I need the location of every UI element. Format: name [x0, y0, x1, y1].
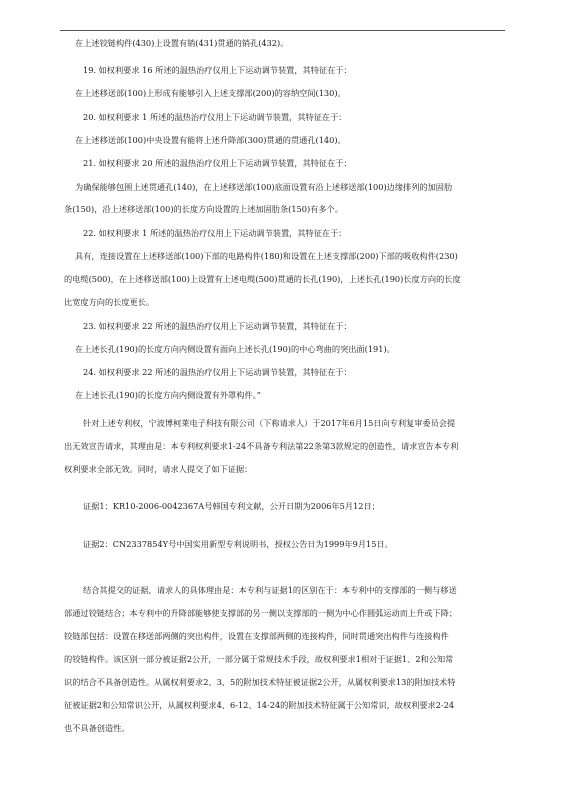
reasoning-line-5: 识的结合不具备创造性。从属权利要求2、3、5的附加技术特征被证据2公开，从属权利要求13的附加技术特	[64, 677, 456, 687]
claim-18-text-line: 在上述铰链构件(430)上设置有销(431)贯通的销孔(432)。	[75, 38, 289, 48]
request-paragraph-line-1: 针对上述专利权，宁波博柯莱电子科技有限公司（下称请求人）于2017年6月15日向专利复审委员会提	[83, 418, 456, 428]
claim-21-text-line-1: 为确保能够包围上述贯通孔(140)，在上述移送部(100)底面设置有沿上述移送部(100)边缘排列的加固肋	[75, 182, 453, 192]
header-rule	[60, 30, 505, 31]
claim-24-heading: 24. 如权利要求 22 所述的温热治疗仪用上下运动调节装置，其特征在于：	[83, 367, 352, 377]
claim-20-heading: 20. 如权利要求 1 所述的温热治疗仪用上下运动调节装置，其特征在于：	[83, 112, 347, 122]
reasoning-line-1: 结合其提交的证据，请求人的具体理由是：本专利与证据1的区别在于：本专利中的支撑部的一侧与移送	[83, 585, 457, 595]
reasoning-line-6: 征被证据2和公知常识公开，从属权利要求4、6-12、14-24的附加技术特征属于公知常识，故权利要求2-24	[64, 700, 455, 710]
reasoning-line-2: 部通过铰链结合；本专利中的升降部能够使支撑部的另一侧以支撑部的一侧为中心作圆弧运动而上升或下降；	[64, 608, 458, 618]
request-paragraph-line-3: 权利要求全部无效。同时，请求人提交了如下证据：	[64, 464, 253, 474]
claim-19-text: 在上述移送部(100)上形成有能够引入上述支撑部(200)的容纳空间(130)。	[75, 88, 346, 98]
claim-23-text: 在上述长孔(190)的长度方向内侧设置有面向上述长孔(190)的中心弯曲的突出面(191)。	[75, 344, 395, 354]
reasoning-line-3: 铰链部包括：设置在移送部两侧的突出构件，设置在支撑部两侧的连接构件，同时贯通突出构件与连接构件	[64, 631, 449, 641]
claim-21-heading: 21. 如权利要求 20 所述的温热治疗仪用上下运动调节装置，其特征在于：	[83, 158, 352, 168]
claim-22-text-line-3: 比宽度方向的长度更长。	[64, 297, 155, 307]
claim-19-heading: 19. 如权利要求 16 所述的温热治疗仪用上下运动调节装置，其特征在于：	[83, 65, 352, 75]
reasoning-line-7: 也不具备创造性。	[64, 723, 130, 733]
request-paragraph-line-2: 出无效宣告请求，其理由是：本专利权利要求1-24不具备专利法第22条第3款规定的创造性，请求宣告本专利	[64, 441, 459, 451]
claim-24-text: 在上述长孔(190)的长度方向内侧设置有外罩构件。”	[75, 390, 261, 400]
claim-23-heading: 23. 如权利要求 22 所述的温热治疗仪用上下运动调节装置，其特征在于：	[83, 321, 352, 331]
reasoning-line-4: 的铰链构件。该区别一部分被证据2公开，一部分属于常规技术手段，故权利要求1相对于证据1、2和公知常	[64, 654, 454, 664]
claim-21-text-line-2: 条(150)，沿上述移送部(100)的长度方向设置的上述加固肋条(150)有多个。	[64, 204, 343, 214]
claim-22-text-line-1: 具有，连接设置在上述移送部(100)下部的电路构件(180)和设置在上述支撑部(200)下部的吸收构件(230)	[75, 251, 458, 261]
claim-22-text-line-2: 的电缆(500)，在上述移送部(100)上设置有上述电缆(500)贯通的长孔(190)，上述长孔(190)长度方向的长度	[64, 274, 461, 284]
claim-20-text: 在上述移送部(100)中央设置有能将上述升降部(300)贯通的贯通孔(140)。	[75, 135, 346, 145]
evidence-1: 证据1：KR10-2006-0042367A号韩国专利文献，公开日期为2006年5月12日；	[83, 501, 380, 511]
claim-22-heading: 22. 如权利要求 1 所述的温热治疗仪用上下运动调节装置，其特征在于：	[83, 228, 347, 238]
evidence-2: 证据2：CN2337854Y号中国实用新型专利说明书，授权公告日为1999年9月15日。	[83, 539, 393, 549]
